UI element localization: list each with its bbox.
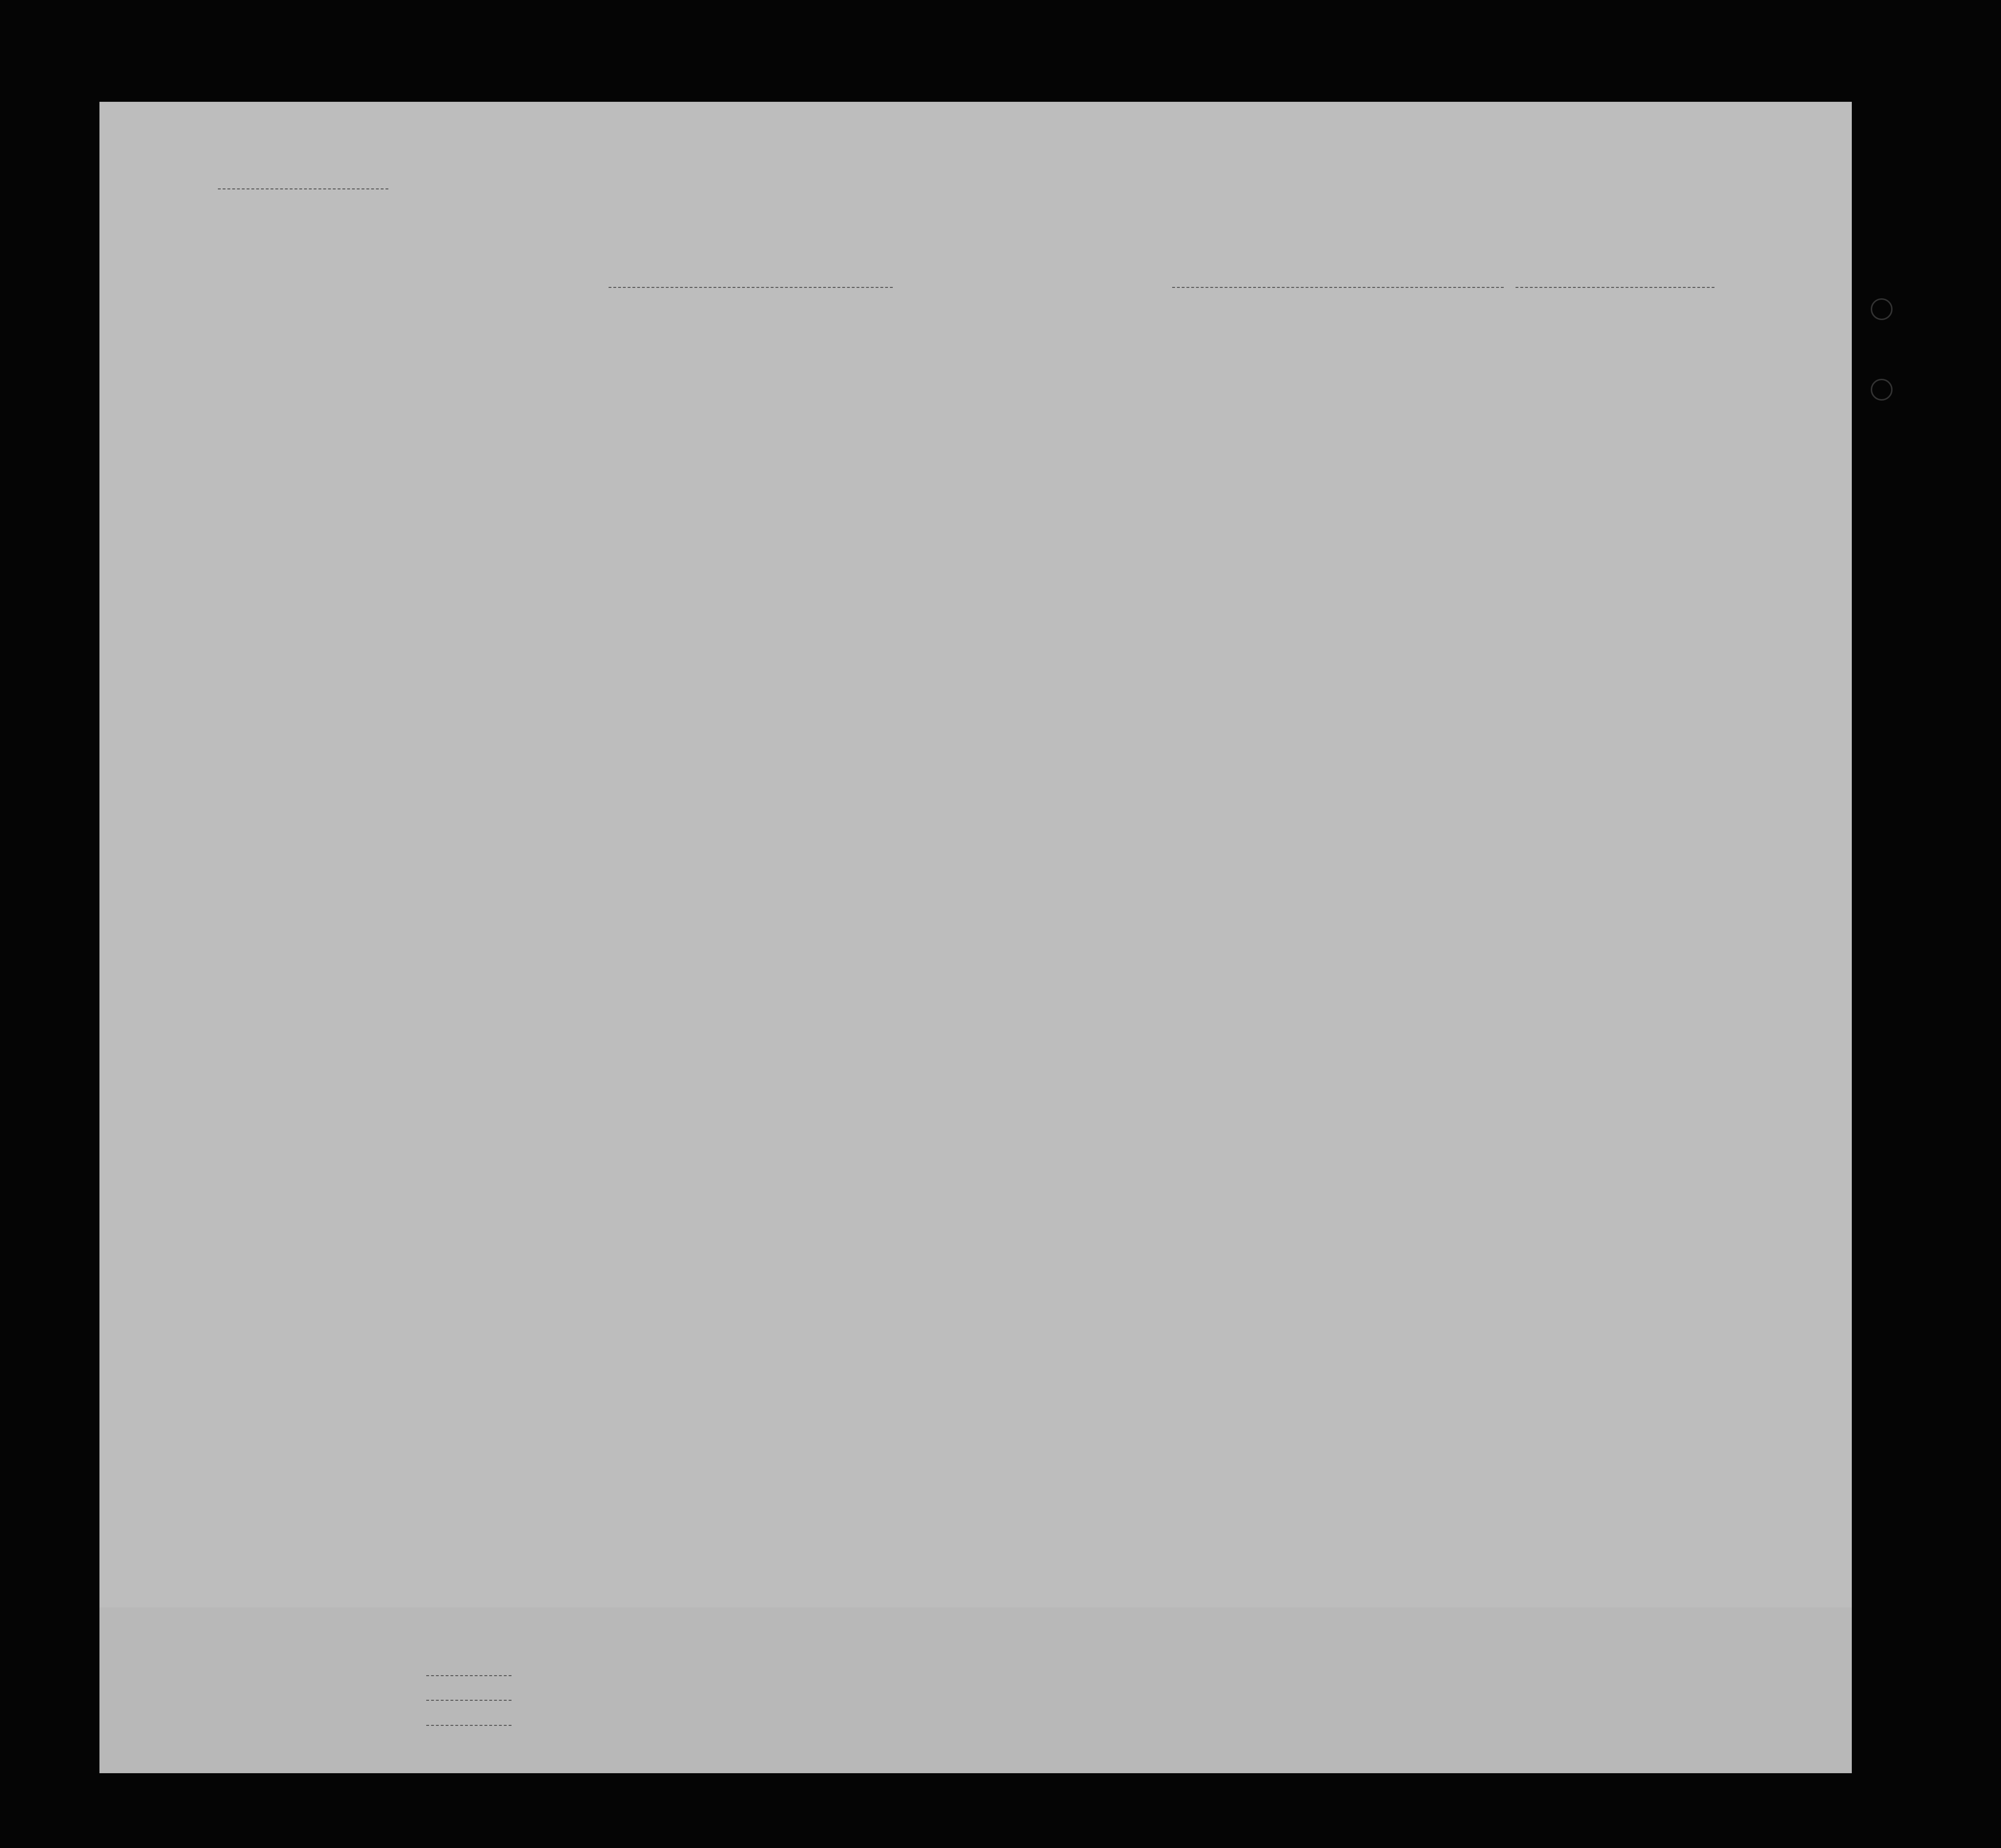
binder-ring xyxy=(1871,298,1893,320)
footer-citizens-line xyxy=(426,1700,511,1701)
footer-aliens-line xyxy=(426,1725,511,1726)
binder-hole xyxy=(1871,1224,1892,1245)
binder-hole xyxy=(1871,696,1892,717)
footer-total-line xyxy=(426,1675,511,1676)
binder-hole xyxy=(1871,620,1892,641)
binder-hole xyxy=(1871,1146,1892,1167)
binder-ring xyxy=(1871,379,1893,401)
